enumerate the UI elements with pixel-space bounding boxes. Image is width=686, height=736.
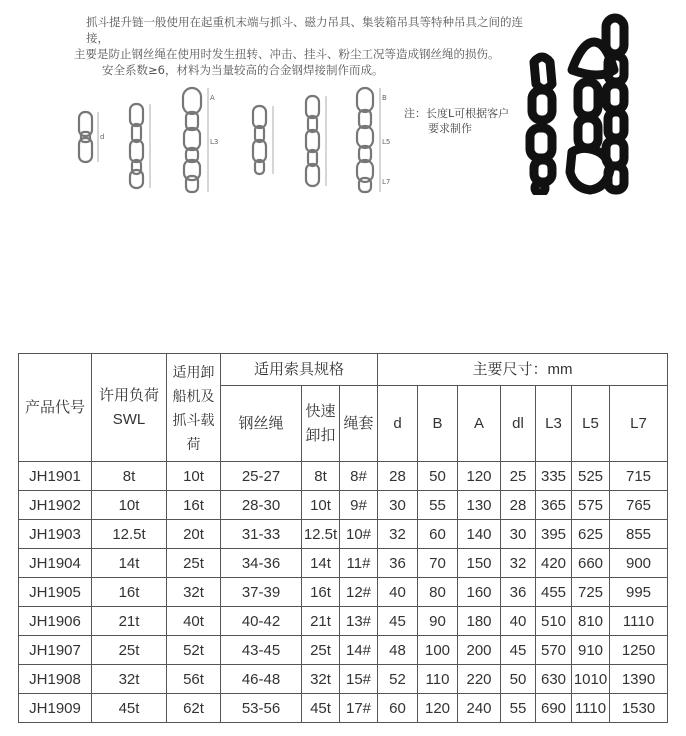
table-row bbox=[19, 491, 668, 520]
cell-quick-shackle: 25t bbox=[302, 636, 340, 665]
cell-L7: 995 bbox=[610, 578, 668, 607]
table-row bbox=[19, 578, 668, 607]
table-row bbox=[19, 636, 668, 665]
cell-L3: 510 bbox=[536, 607, 572, 636]
cell-L5: 1010 bbox=[572, 665, 610, 694]
cell-wire-rope: 53-56 bbox=[221, 694, 302, 723]
cell-L5: 625 bbox=[572, 520, 610, 549]
table-row bbox=[19, 665, 668, 694]
cell-unloader-load: 20t bbox=[167, 520, 221, 549]
cell-L7: 1250 bbox=[610, 636, 668, 665]
table-row bbox=[19, 694, 668, 723]
cell-wire-rope: 34-36 bbox=[221, 549, 302, 578]
cell-swl: 21t bbox=[92, 607, 167, 636]
cell-d: 40 bbox=[378, 578, 418, 607]
cell-quick-shackle: 32t bbox=[302, 665, 340, 694]
cell-swl: 8t bbox=[92, 462, 167, 491]
spec-table bbox=[18, 353, 668, 723]
cell-L5: 575 bbox=[572, 491, 610, 520]
intro-text bbox=[74, 14, 544, 78]
cell-B: 60 bbox=[418, 520, 458, 549]
table-row bbox=[19, 549, 668, 578]
cell-wire-rope: 40-42 bbox=[221, 607, 302, 636]
cell-quick-shackle: 10t bbox=[302, 491, 340, 520]
header-rope-socket: 绳套 bbox=[340, 386, 378, 462]
cell-d: 48 bbox=[378, 636, 418, 665]
cell-A: 180 bbox=[458, 607, 501, 636]
cell-L5: 725 bbox=[572, 578, 610, 607]
cell-dl: 30 bbox=[501, 520, 536, 549]
cell-unloader-load: 16t bbox=[167, 491, 221, 520]
cell-L3: 455 bbox=[536, 578, 572, 607]
cell-A: 120 bbox=[458, 462, 501, 491]
cell-A: 130 bbox=[458, 491, 501, 520]
cell-dl: 28 bbox=[501, 491, 536, 520]
header-main-dimensions: 主要尺寸：mm bbox=[378, 354, 668, 386]
cell-quick-shackle: 21t bbox=[302, 607, 340, 636]
cell-dl: 32 bbox=[501, 549, 536, 578]
cell-dl: 45 bbox=[501, 636, 536, 665]
header-L7: L7 bbox=[610, 386, 668, 462]
cell-quick-shackle: 12.5t bbox=[302, 520, 340, 549]
cell-L3: 570 bbox=[536, 636, 572, 665]
cell-L5: 660 bbox=[572, 549, 610, 578]
header-unloader-load: 适用卸 船机及 抓斗载 荷 bbox=[167, 354, 221, 462]
cell-A: 140 bbox=[458, 520, 501, 549]
cell-rope-socket: 8# bbox=[340, 462, 378, 491]
cell-product-code: JH1906 bbox=[19, 607, 92, 636]
table-row bbox=[19, 520, 668, 549]
cell-quick-shackle: 45t bbox=[302, 694, 340, 723]
cell-swl: 10t bbox=[92, 491, 167, 520]
length-note bbox=[404, 106, 509, 136]
drawing-chain-2 bbox=[130, 104, 143, 188]
cell-L7: 1390 bbox=[610, 665, 668, 694]
cell-product-code: JH1903 bbox=[19, 520, 92, 549]
label-A: A bbox=[210, 94, 215, 102]
cell-A: 160 bbox=[458, 578, 501, 607]
cell-A: 240 bbox=[458, 694, 501, 723]
intro-line-3: 安全系数≥6，材料为当量较高的合金钢焊接制作而成。 bbox=[102, 63, 384, 77]
cell-L7: 765 bbox=[610, 491, 668, 520]
cell-d: 36 bbox=[378, 549, 418, 578]
intro-line-2: 主要是防止钢丝绳在使用时发生扭转、冲击、挂斗、粉尘工况等造成钢丝绳的损伤。 bbox=[74, 47, 500, 61]
cell-B: 50 bbox=[418, 462, 458, 491]
cell-wire-rope: 46-48 bbox=[221, 665, 302, 694]
cell-dl: 40 bbox=[501, 607, 536, 636]
note-line-2: 要求制作 bbox=[428, 122, 472, 135]
cell-d: 30 bbox=[378, 491, 418, 520]
cell-L3: 365 bbox=[536, 491, 572, 520]
cell-unloader-load: 32t bbox=[167, 578, 221, 607]
cell-unloader-load: 25t bbox=[167, 549, 221, 578]
cell-L7: 900 bbox=[610, 549, 668, 578]
cell-product-code: JH1907 bbox=[19, 636, 92, 665]
chain-technical-drawings bbox=[70, 84, 530, 194]
table-row bbox=[19, 462, 668, 491]
header-dl: dl bbox=[501, 386, 536, 462]
header-d: d bbox=[378, 386, 418, 462]
cell-L3: 335 bbox=[536, 462, 572, 491]
cell-product-code: JH1902 bbox=[19, 491, 92, 520]
cell-B: 70 bbox=[418, 549, 458, 578]
header-rigging-spec: 适用索具规格 bbox=[221, 354, 378, 386]
header-swl: 许用负荷 SWL bbox=[92, 354, 167, 462]
cell-rope-socket: 17# bbox=[340, 694, 378, 723]
cell-swl: 45t bbox=[92, 694, 167, 723]
cell-L5: 810 bbox=[572, 607, 610, 636]
label-L7: L7 bbox=[382, 178, 391, 186]
cell-L3: 395 bbox=[536, 520, 572, 549]
cell-dl: 36 bbox=[501, 578, 536, 607]
header-L5: L5 bbox=[572, 386, 610, 462]
header-L3: L3 bbox=[536, 386, 572, 462]
cell-unloader-load: 56t bbox=[167, 665, 221, 694]
cell-A: 150 bbox=[458, 549, 501, 578]
header-wire-rope: 钢丝绳 bbox=[221, 386, 302, 462]
cell-rope-socket: 9# bbox=[340, 491, 378, 520]
cell-wire-rope: 25-27 bbox=[221, 462, 302, 491]
label-L3: L3 bbox=[210, 138, 219, 146]
label-L5: L5 bbox=[382, 138, 391, 146]
cell-L5: 1110 bbox=[572, 694, 610, 723]
cell-quick-shackle: 14t bbox=[302, 549, 340, 578]
cell-dl: 55 bbox=[501, 694, 536, 723]
cell-product-code: JH1909 bbox=[19, 694, 92, 723]
drawing-chain-6 bbox=[357, 88, 373, 192]
cell-swl: 16t bbox=[92, 578, 167, 607]
cell-rope-socket: 10# bbox=[340, 520, 378, 549]
cell-wire-rope: 37-39 bbox=[221, 578, 302, 607]
cell-swl: 32t bbox=[92, 665, 167, 694]
cell-A: 200 bbox=[458, 636, 501, 665]
cell-wire-rope: 31-33 bbox=[221, 520, 302, 549]
drawing-short-chain bbox=[79, 112, 92, 162]
cell-B: 120 bbox=[418, 694, 458, 723]
cell-rope-socket: 11# bbox=[340, 549, 378, 578]
header-B: B bbox=[418, 386, 458, 462]
cell-A: 220 bbox=[458, 665, 501, 694]
cell-d: 32 bbox=[378, 520, 418, 549]
drawing-chain-5 bbox=[306, 96, 319, 186]
cell-L3: 630 bbox=[536, 665, 572, 694]
intro-line-1: 抓斗提升链一般使用在起重机末端与抓斗、磁力吊具、集装箱吊具等特种吊具之间的连接， bbox=[86, 15, 523, 45]
cell-unloader-load: 62t bbox=[167, 694, 221, 723]
cell-rope-socket: 15# bbox=[340, 665, 378, 694]
cell-L7: 1110 bbox=[610, 607, 668, 636]
cell-rope-socket: 14# bbox=[340, 636, 378, 665]
cell-unloader-load: 52t bbox=[167, 636, 221, 665]
label-B: B bbox=[382, 94, 387, 102]
cell-rope-socket: 12# bbox=[340, 578, 378, 607]
cell-B: 80 bbox=[418, 578, 458, 607]
cell-wire-rope: 28-30 bbox=[221, 491, 302, 520]
cell-d: 45 bbox=[378, 607, 418, 636]
cell-d: 52 bbox=[378, 665, 418, 694]
cell-B: 90 bbox=[418, 607, 458, 636]
cell-B: 110 bbox=[418, 665, 458, 694]
cell-wire-rope: 43-45 bbox=[221, 636, 302, 665]
cell-quick-shackle: 8t bbox=[302, 462, 340, 491]
chain-product-photo bbox=[520, 10, 670, 195]
cell-rope-socket: 13# bbox=[340, 607, 378, 636]
cell-B: 100 bbox=[418, 636, 458, 665]
cell-swl: 14t bbox=[92, 549, 167, 578]
cell-L5: 525 bbox=[572, 462, 610, 491]
cell-L5: 910 bbox=[572, 636, 610, 665]
header-A: A bbox=[458, 386, 501, 462]
cell-d: 28 bbox=[378, 462, 418, 491]
cell-product-code: JH1904 bbox=[19, 549, 92, 578]
spec-table-body bbox=[19, 462, 668, 723]
cell-unloader-load: 40t bbox=[167, 607, 221, 636]
drawing-chain-4 bbox=[253, 106, 266, 174]
cell-L3: 690 bbox=[536, 694, 572, 723]
cell-product-code: JH1905 bbox=[19, 578, 92, 607]
drawing-chain-3 bbox=[183, 88, 201, 192]
cell-L3: 420 bbox=[536, 549, 572, 578]
cell-dl: 25 bbox=[501, 462, 536, 491]
cell-unloader-load: 10t bbox=[167, 462, 221, 491]
cell-swl: 12.5t bbox=[92, 520, 167, 549]
cell-quick-shackle: 16t bbox=[302, 578, 340, 607]
cell-L7: 1530 bbox=[610, 694, 668, 723]
cell-d: 60 bbox=[378, 694, 418, 723]
cell-L7: 715 bbox=[610, 462, 668, 491]
cell-dl: 50 bbox=[501, 665, 536, 694]
label-d: d bbox=[100, 133, 105, 141]
cell-product-code: JH1908 bbox=[19, 665, 92, 694]
header-product-code: 产品代号 bbox=[19, 354, 92, 462]
note-line-1: 注：长度L可根据客户 bbox=[404, 107, 510, 120]
cell-L7: 855 bbox=[610, 520, 668, 549]
table-row bbox=[19, 607, 668, 636]
header-quick-shackle: 快速 卸扣 bbox=[302, 386, 340, 462]
cell-swl: 25t bbox=[92, 636, 167, 665]
cell-product-code: JH1901 bbox=[19, 462, 92, 491]
cell-B: 55 bbox=[418, 491, 458, 520]
